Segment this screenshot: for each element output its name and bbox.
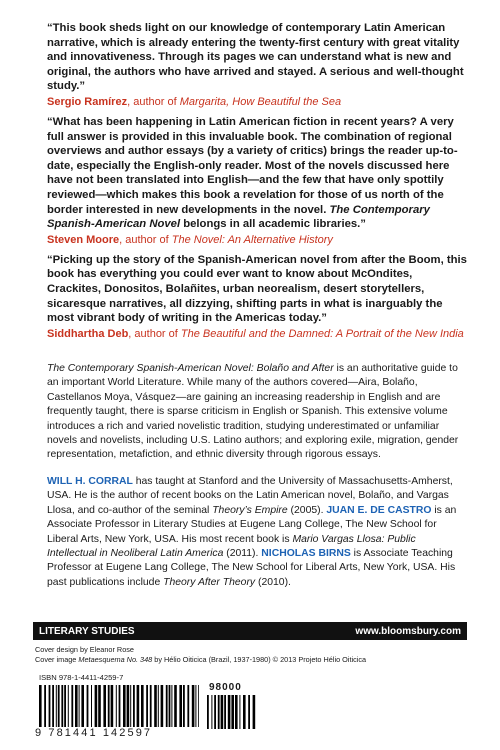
bio-work: Mario Vargas Llosa: Public Intellectual in Neoliberal Latin America	[47, 533, 416, 560]
price-barcode-bars	[207, 695, 257, 729]
quote-attribution	[47, 95, 467, 109]
isbn-barcode	[35, 673, 275, 739]
price-code: 98000	[209, 682, 242, 693]
quote-author-name: Steven Moore	[47, 233, 120, 246]
quote-author-work: The Beautiful and the Damned: A Portrait of the New India	[180, 327, 464, 340]
quote-author-work: The Novel: An Alternative History	[171, 233, 333, 246]
bio-work: Theory After Theory	[163, 576, 256, 588]
design-credit: Cover design by Eleanor Rose	[35, 645, 134, 654]
book-title: The Contemporary Spanish-American Novel: Bolaño and After	[47, 363, 334, 374]
image-credit-work: Metaesquema No. 348	[78, 654, 153, 664]
quote-text: “Picking up the story of the Spanish-American novel from after the Boom, this book has everything you could ever want to know about McOndites, Crackites, Donositos, Bolañites, urban neorealism, desert storytellers, sicaresque narratives, all dizzying, shifting parts in what is inarguably the most vibrant body of writing in the Americas today.”	[47, 253, 467, 325]
quote-text-part: “What has been happening in Latin American fiction in recent years? A very full answer is provided in this invaluable book. The combination of regional overviews and author essays (by a variety of critics) brings the reader up-to-date, especially the English-only reader. Most of the novels discussed here have not been translated into English—and the few that have only spottily reviewed—which makes this book a revelation for those of us north of the border interested in new developments in the novel.	[47, 115, 458, 216]
image-credit	[35, 655, 366, 665]
image-credit-suffix: by Hélio Oiticica (Brazil, 1937-1980) © 2013 Projeto Hélio Oiticica	[152, 654, 367, 664]
editor-name: JUAN E. DE CASTRO	[326, 504, 432, 516]
bio-text: (2005).	[287, 504, 327, 516]
description-text: is an authoritative guide to an important World Literature. While many of the authors covered—Aira, Bolaño, Castellanos Moya, Vásquez—are gaining an increasing readership in English and are frequently taught, there is sparse criticism in English or Spanish. This extensive volume introduces a rich and varied novelistic tradition, studying underestimated or unfamiliar novels and novelists, including U.S. Latino authors; and exploring exile, migration, gender representation, metafiction, and ethnic diversity through rigorous essays.	[47, 363, 459, 461]
barcode-bars	[39, 685, 199, 727]
bio-text: (2010).	[255, 576, 291, 588]
quote-attribution	[47, 327, 467, 341]
bio-text: is Associate Teaching Professor at Eugene Lang College, The New School for Liberal Arts, New York, USA. His past publications include	[47, 548, 456, 588]
bio-text: (2011).	[223, 548, 262, 560]
endorsements	[47, 21, 467, 347]
bio-work: Theory’s Empire	[212, 504, 288, 516]
quote-text-title: The Contemporary Spanish-American Novel	[47, 203, 430, 231]
publisher-website: www.bloomsbury.com	[355, 625, 461, 637]
bio-text: has taught at Stanford and the University of Massachusetts-Amherst, USA. He is the author of recent books on the Latin American novel, Bolaño, and Vargas Llosa, and co-author of the seminal	[47, 476, 453, 516]
quote-author-sep: , author of	[128, 327, 181, 340]
editor-name: NICHOLAS BIRNS	[261, 548, 351, 560]
editor-name: WILL H. CORRAL	[47, 476, 133, 487]
quote-author-name: Sergio Ramírez	[47, 95, 128, 108]
quote-author-sep: , author of	[119, 233, 172, 246]
quote-text: “This book sheds light on our knowledge of contemporary Latin American narrative, which is already entering the twenty-first century with great vitality and innovativeness. Through its pages we can understand what is new and original, the authors who have arrived and stayed. A serious and well-thought study.”	[47, 22, 464, 93]
barcode-digits: 9 781441 142597	[35, 727, 153, 739]
quote-author-work: Margarita, How Beautiful the Sea	[179, 95, 342, 108]
quote-deb	[47, 253, 467, 341]
footer-bar	[33, 622, 467, 640]
bio-text: is an Associate Professor in Literary Studies at Eugene Lang College, The New School for Liberal Arts, New York, USA. His most recent book is	[47, 504, 457, 545]
quote-ramirez	[47, 21, 467, 109]
book-description	[47, 362, 467, 463]
quote-author-sep: , author of	[127, 95, 180, 108]
quote-moore	[47, 115, 467, 247]
category-label: LITERARY STUDIES	[39, 625, 135, 637]
quote-attribution	[47, 233, 467, 247]
quote-text	[47, 115, 467, 232]
quote-author-name: Siddhartha Deb	[47, 327, 129, 340]
editor-bios	[47, 475, 467, 590]
quote-text-part: belongs in all academic libraries.”	[180, 218, 366, 231]
isbn-label: ISBN 978-1-4411-4259-7	[39, 673, 124, 682]
image-credit-prefix: Cover image	[35, 654, 79, 664]
cover-credits	[35, 645, 366, 664]
